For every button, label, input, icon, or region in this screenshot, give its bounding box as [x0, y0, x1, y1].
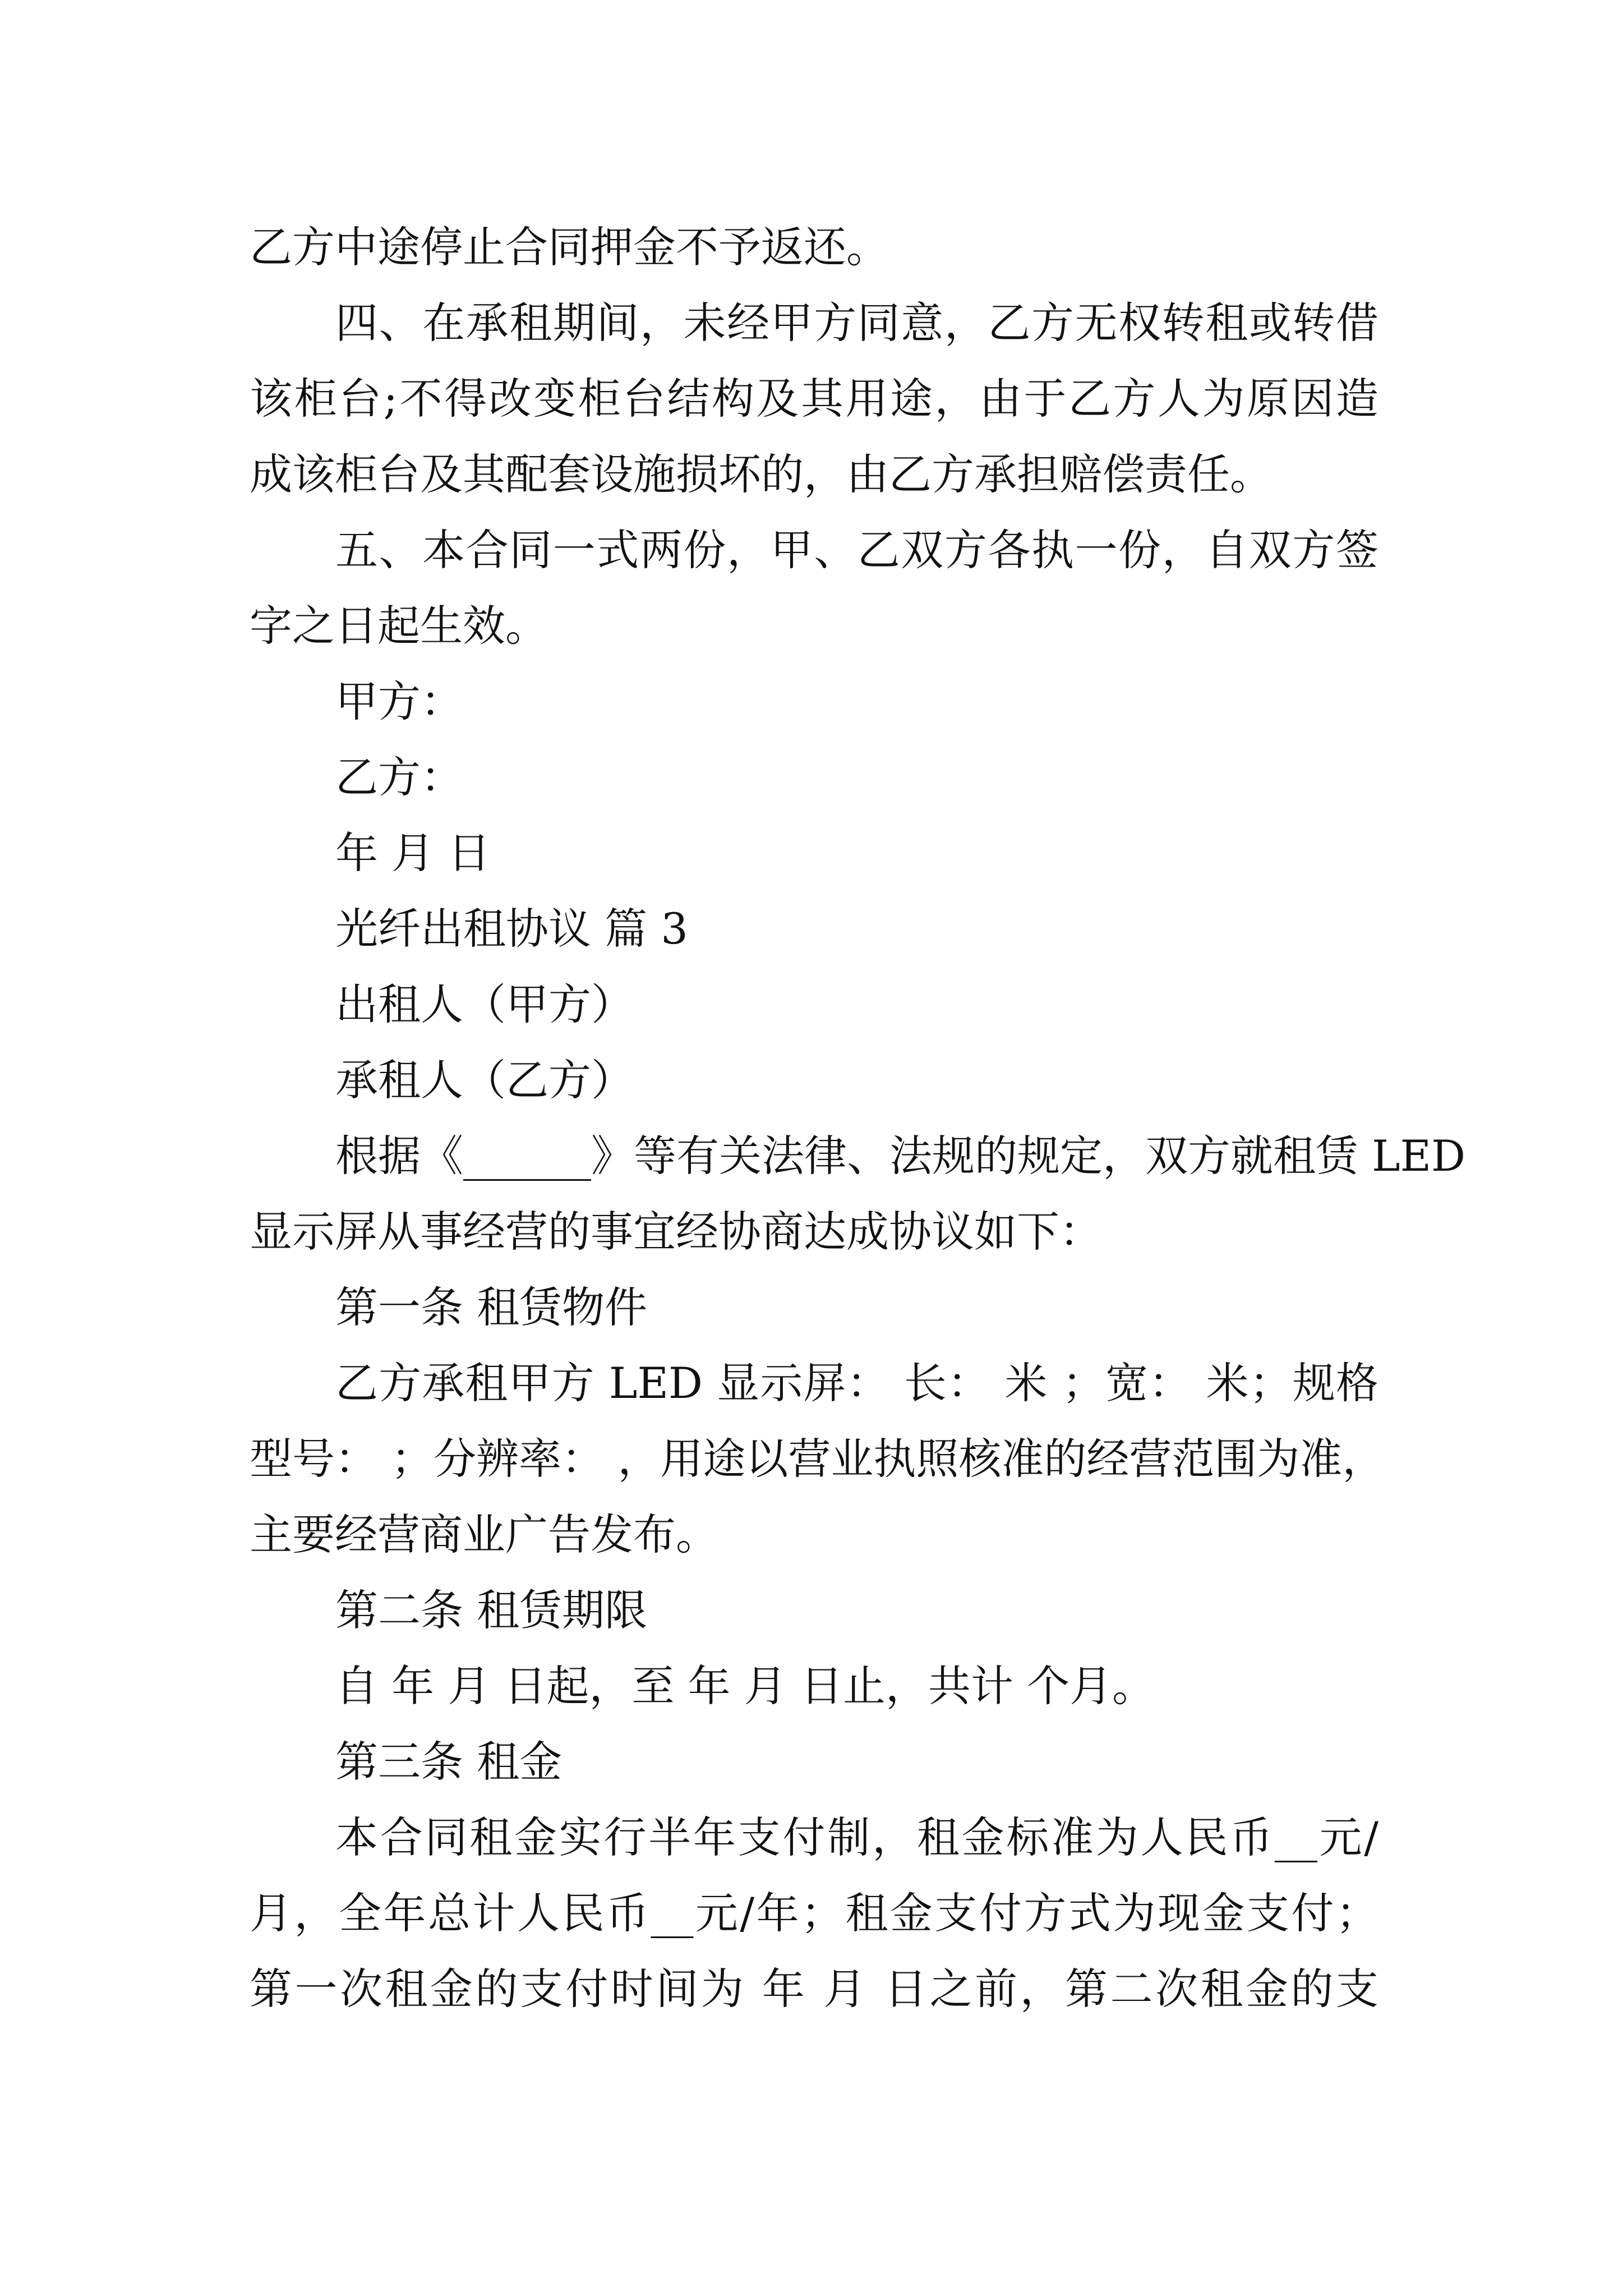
text-line: 第一次租金的支付时间为 年 月 日之前，第二次租金的支	[250, 1964, 1378, 2014]
text-line: 根据《______》等有关法律、法规的规定，双方就租赁 LED	[335, 1131, 1466, 1181]
text-line: 型号： ；分辨率： ，用途以营业执照核准的经营范围为准，	[250, 1434, 1385, 1484]
text-line: 四、在承租期间，未经甲方同意，乙方无权转租或转借	[335, 298, 1378, 348]
text-line: 显示屏从事经营的事宜经协商达成协议如下：	[250, 1207, 1102, 1257]
text-line: 主要经营商业广告发布。	[250, 1510, 718, 1559]
clause-heading: 第三条 租金	[335, 1737, 562, 1787]
text-line: 乙方：	[335, 752, 463, 802]
text-line: 乙方承租甲方 LED 显示屏： 长： 米 ；宽： 米；规格	[335, 1358, 1378, 1408]
text-line: 乙方中途停止合同押金不予返还。	[250, 222, 889, 272]
text-line: 本合同租金实行半年支付制，租金标准为人民币__元/	[335, 1812, 1378, 1862]
section-heading: 光纤出租协议 篇 3	[335, 904, 688, 954]
text-line: 出租人（甲方）	[335, 979, 634, 1029]
text-line: 五、本合同一式两份，甲、乙双方各执一份，自双方签	[335, 525, 1378, 575]
text-line: 月，全年总计人民币__元/年；租金支付方式为现金支付；	[250, 1888, 1378, 1938]
text-line: 承租人（乙方）	[335, 1055, 634, 1105]
text-line: 年 月 日	[335, 828, 491, 878]
text-line: 字之日起生效。	[250, 601, 548, 651]
text-line: 甲方：	[335, 677, 463, 726]
clause-heading: 第一条 租赁物件	[335, 1282, 648, 1332]
clause-heading: 第二条 租赁期限	[335, 1585, 648, 1635]
text-line: 该柜台;不得改变柜台结构及其用途，由于乙方人为原因造	[250, 374, 1378, 424]
text-line: 自 年 月 日起，至 年 月 日止，共计 个月。	[335, 1661, 1155, 1711]
text-line: 成该柜台及其配套设施损坏的，由乙方承担赔偿责任。	[250, 449, 1272, 499]
